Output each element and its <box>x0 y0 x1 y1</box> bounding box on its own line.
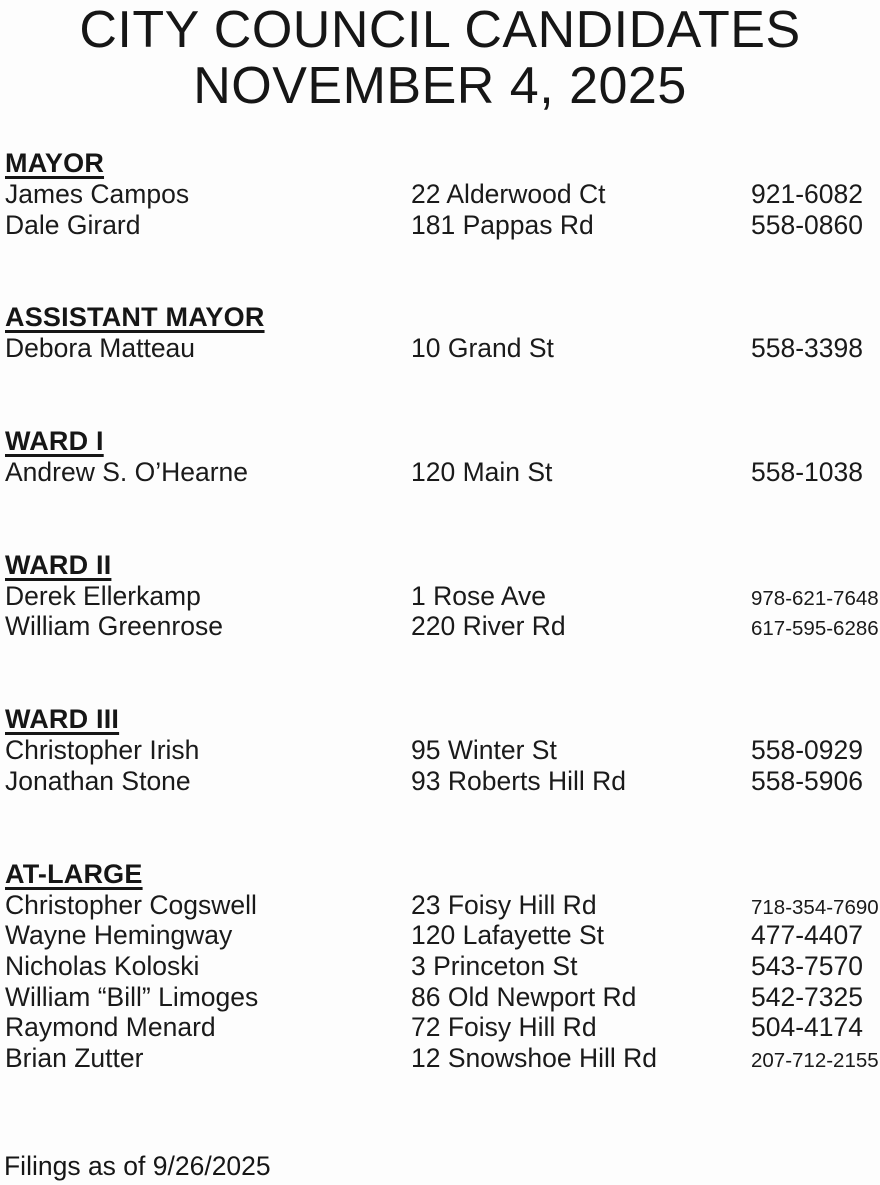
candidate-row <box>5 951 880 982</box>
candidate-address: 120 Lafayette St <box>411 920 605 951</box>
candidate-phone: 978-621-7648 <box>751 586 879 610</box>
candidate-section <box>5 550 880 642</box>
page-title <box>0 0 880 114</box>
candidate-address: 3 Princeton St <box>411 950 578 981</box>
candidate-phone: 558-0860 <box>751 209 863 240</box>
candidate-address: 120 Main St <box>411 457 553 488</box>
candidate-phone: 543-7570 <box>751 950 863 981</box>
candidate-row <box>5 457 880 488</box>
candidate-phone: 558-0929 <box>751 735 863 766</box>
candidate-address: 93 Roberts Hill Rd <box>411 765 627 796</box>
candidate-name: Brian Zutter <box>5 1042 144 1073</box>
candidate-row <box>5 333 880 364</box>
section-heading: WARD II <box>5 549 112 580</box>
candidate-row <box>5 210 880 241</box>
candidate-phone: 504-4174 <box>751 1012 863 1043</box>
candidate-row <box>5 982 880 1013</box>
candidate-name: Wayne Hemingway <box>5 920 233 951</box>
candidate-row <box>5 581 880 612</box>
candidate-name: Christopher Cogswell <box>5 889 257 920</box>
candidate-row <box>5 920 880 951</box>
candidate-address: 1 Rose Ave <box>411 580 547 611</box>
section-heading: AT-LARGE <box>5 858 143 889</box>
candidate-row <box>5 611 880 642</box>
candidate-section <box>5 148 880 240</box>
candidate-phone: 617-595-6286 <box>751 617 879 641</box>
section-heading: WARD I <box>5 426 104 457</box>
candidate-phone: 207-712-2155 <box>751 1048 879 1072</box>
candidate-address: 12 Snowshoe Hill Rd <box>411 1042 657 1073</box>
candidate-sections <box>0 148 880 1074</box>
candidate-name: Andrew S. O’Hearne <box>5 457 249 488</box>
candidate-section <box>5 704 880 796</box>
candidate-phone: 542-7325 <box>751 981 863 1012</box>
candidate-address: 72 Foisy Hill Rd <box>411 1012 597 1043</box>
candidate-row <box>5 1043 880 1074</box>
candidate-name: Raymond Menard <box>5 1012 216 1043</box>
section-heading: MAYOR <box>5 148 105 178</box>
candidate-row <box>5 766 880 797</box>
candidate-name: Dale Girard <box>5 209 141 240</box>
candidate-row <box>5 1012 880 1043</box>
candidate-address: 181 Pappas Rd <box>411 209 594 240</box>
candidate-name: Derek Ellerkamp <box>5 580 201 611</box>
candidate-phone: 558-5906 <box>751 765 863 796</box>
candidate-name: William “Bill” Limoges <box>5 981 259 1012</box>
candidate-phone: 718-354-7690 <box>751 895 879 919</box>
candidate-address: 220 River Rd <box>411 611 566 642</box>
candidate-phone: 921-6082 <box>751 179 863 209</box>
section-heading: WARD III <box>5 704 120 735</box>
candidate-name: Christopher Irish <box>5 735 200 766</box>
candidate-name: Debora Matteau <box>5 333 196 364</box>
candidate-name: James Campos <box>5 179 190 209</box>
candidate-phone: 558-1038 <box>751 457 863 488</box>
candidate-row <box>5 735 880 766</box>
candidate-address: 22 Alderwood Ct <box>411 179 606 209</box>
candidate-address: 95 Winter St <box>411 735 557 766</box>
page-title-line1: CITY COUNCIL CANDIDATES <box>79 1 801 59</box>
candidate-phone: 558-3398 <box>751 333 863 364</box>
candidate-address: 23 Foisy Hill Rd <box>411 889 597 920</box>
candidate-section <box>5 302 880 364</box>
candidate-name: Nicholas Koloski <box>5 950 200 981</box>
candidate-row <box>5 179 880 210</box>
candidate-phone: 477-4407 <box>751 920 863 951</box>
candidate-address: 10 Grand St <box>411 333 554 364</box>
candidate-name: William Greenrose <box>5 611 223 642</box>
candidate-section <box>5 859 880 1074</box>
filings-note: Filings as of 9/26/2025 <box>4 1151 271 1181</box>
candidate-address: 86 Old Newport Rd <box>411 981 637 1012</box>
candidate-section <box>5 426 880 488</box>
page-title-line2: NOVEMBER 4, 2025 <box>193 57 687 115</box>
candidate-row <box>5 890 880 921</box>
candidate-name: Jonathan Stone <box>5 765 191 796</box>
section-heading: ASSISTANT MAYOR <box>5 302 265 333</box>
